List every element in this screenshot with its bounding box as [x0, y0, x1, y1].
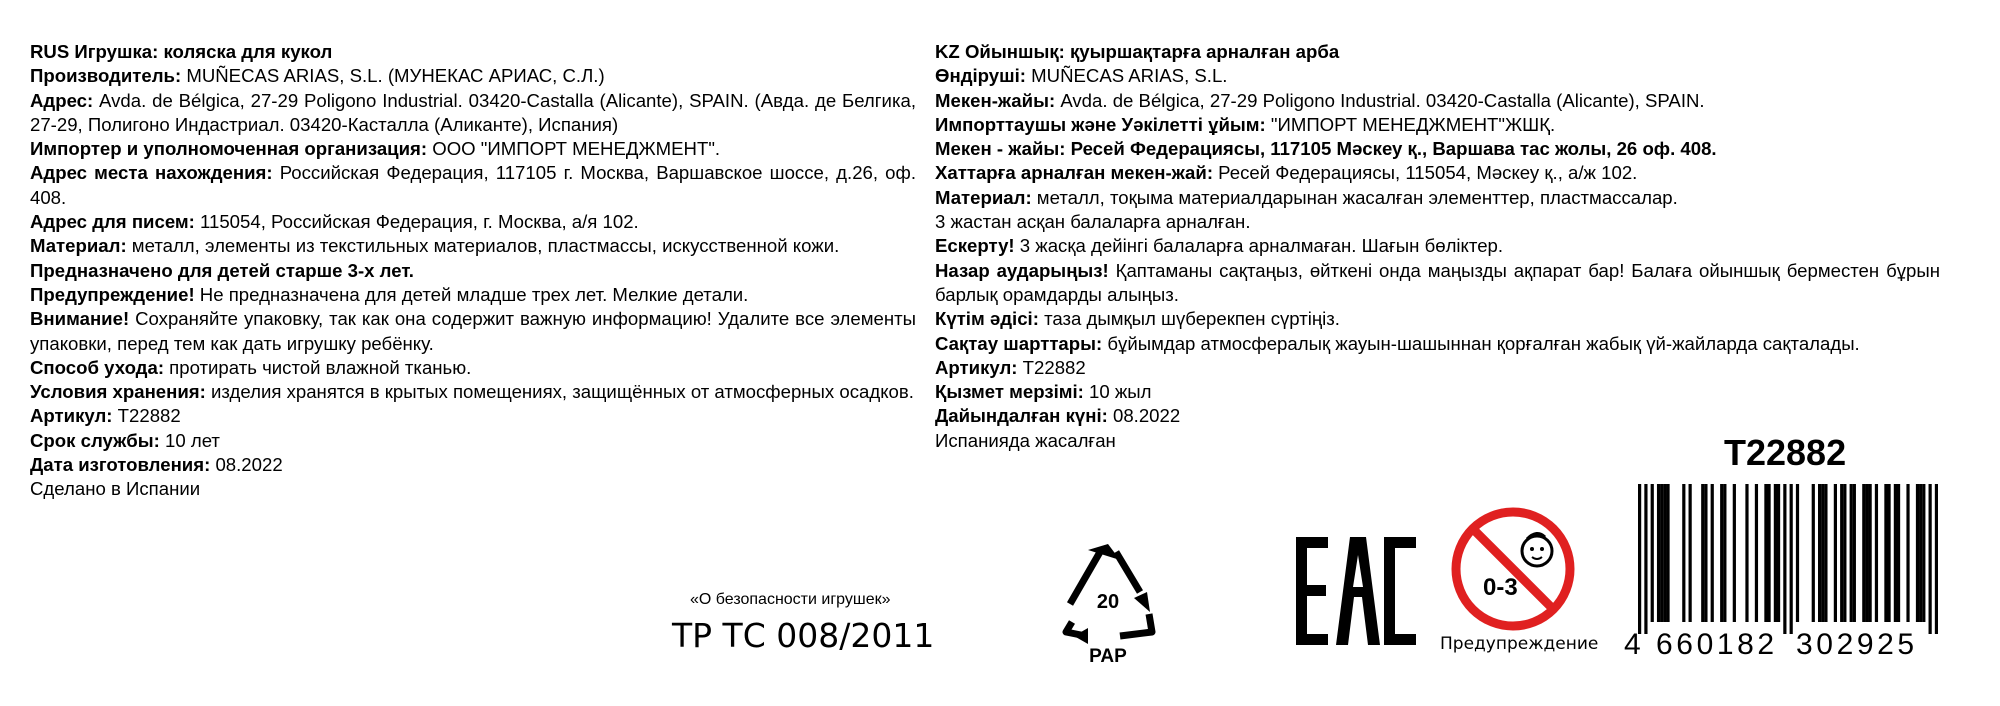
barcode-bar — [1935, 484, 1938, 634]
barcode-bar — [1916, 484, 1919, 622]
ru-address: Адрес: Avda. de Bélgica, 27-29 Poligono Industrial. 03420-Castalla (Alicante), SPAIN. (Авда. де Белгика, 27-29, Полигоно Индастриал. 03420-Касталла (Аликанте), Испания) — [30, 89, 916, 135]
ru-material: Материал: металл, элементы из текстильных материалов, пластмассы, искусственной кожи. — [30, 235, 840, 257]
ru-service-life: Срок службы: 10 лет — [30, 429, 220, 451]
barcode-bar — [1906, 484, 1909, 622]
kz-importer: Импорттаушы және Уәкілетті ұйым: "ИМПОРТ МЕНЕДЖМЕНТ"ЖШҚ. — [935, 113, 1556, 135]
kz-care: Күтім әдісі: таза дымқыл шүберекпен сүртіңіз. — [935, 308, 1340, 330]
barcode-bar — [1790, 484, 1793, 634]
barcode-digit-first: 4 — [1624, 628, 1645, 661]
barcode-bar — [1922, 484, 1925, 622]
age-range-text: 0-3 — [1483, 574, 1518, 601]
barcode-bar — [1824, 484, 1827, 622]
ru-attention: Внимание! Сохраняйте упаковку, так как она содержит важную информацию! Удалите все элементы упаковки, перед тем как дать игрушку ребёнку. — [30, 308, 916, 354]
barcode-digits-right: 302925 — [1796, 628, 1918, 661]
barcode-bar — [1711, 484, 1714, 622]
barcode-bar — [1689, 484, 1692, 622]
barcode-bar — [1651, 484, 1654, 622]
barcode-bar — [1783, 484, 1786, 634]
technical-regulation-caption: «О безопасности игрушек» — [690, 591, 891, 608]
barcode-bar — [1701, 484, 1704, 622]
ru-age: Предназначено для детей старше 3-х лет. — [30, 259, 414, 281]
kz-address: Мекен-жайы: Avda. de Bélgica, 27-29 Poligono Industrial. 03420-Castalla (Alicante), SPAIN. — [935, 89, 1705, 111]
no-children-under-3-icon — [1447, 505, 1582, 635]
ru-title: RUS Игрушка: коляска для кукол — [30, 41, 333, 62]
warning-icon-label: Предупреждение — [1440, 634, 1599, 654]
barcode-bar — [1663, 484, 1666, 622]
barcode-bar — [1644, 484, 1647, 634]
barcode-bar — [1853, 484, 1856, 622]
barcode-bar — [1897, 484, 1900, 622]
barcode-bar — [1887, 484, 1890, 622]
recycle-number: 20 — [1096, 591, 1120, 613]
kz-title: KZ Ойыншық: қуыршақтарға арналған арба — [935, 41, 1340, 62]
barcode-bar — [1875, 484, 1878, 622]
article-number-large: T22882 — [1724, 432, 1847, 473]
barcode-bar — [1777, 484, 1780, 622]
barcode-bar — [1755, 484, 1758, 622]
kz-article: Артикул: T22882 — [935, 356, 1086, 378]
barcode-bar — [1865, 484, 1868, 622]
barcode-bar — [1818, 484, 1821, 622]
barcode-digits-left: 660182 — [1656, 628, 1778, 661]
barcode-bar — [1884, 484, 1887, 622]
barcode-bar — [1862, 484, 1865, 622]
recycling-triangle-icon — [1050, 540, 1165, 665]
barcode-bar — [1666, 484, 1669, 622]
kz-manufacture-date: Дайындалған күні: 08.2022 — [935, 405, 1181, 427]
barcode-bar — [1796, 484, 1799, 622]
kazakh-label-column — [935, 40, 1940, 453]
ru-manufacturer: Производитель: MUÑECAS ARIAS, S.L. (МУНЕКАС АРИАС, С.Л.) — [30, 65, 605, 87]
barcode-bar — [1821, 484, 1824, 622]
barcode-bar — [1660, 484, 1663, 622]
technical-regulation-code: ТР ТС 008/2011 — [672, 616, 935, 655]
kz-made-in: Испанияда жасалған — [935, 429, 1116, 451]
barcode-bar — [1850, 484, 1853, 622]
kz-attention: Назар аударыңыз! Қаптаманы сақтаңыз, өйткені онда маңызды ақпарат бар! Балаға ойыншық берместен бұрын барлық орамдарды алыңыз. — [935, 259, 1940, 305]
barcode-bar — [1869, 484, 1872, 622]
eac-mark-icon — [1296, 537, 1416, 645]
ru-care: Способ ухода: протирать чистой влажной тканью. — [30, 356, 472, 378]
barcode-bar — [1894, 484, 1897, 622]
kz-location: Мекен - жайы: Ресей Федерациясы, 117105 Мәскеу қ., Варшава тас жолы, 26 оф. 408. — [935, 138, 1717, 160]
ru-made-in: Сделано в Испании — [30, 478, 201, 500]
barcode-bar — [1745, 484, 1748, 622]
ru-manufacture-date: Дата изготовления: 08.2022 — [30, 454, 283, 476]
kz-service-life: Қызмет мерзімі: 10 жыл — [935, 381, 1152, 403]
ru-warning: Предупреждение! Не предназначена для детей младше трех лет. Мелкие детали. — [30, 283, 749, 305]
kz-manufacturer: Өндіруші: MUÑECAS ARIAS, S.L. — [935, 65, 1228, 87]
barcode-bar — [1843, 484, 1846, 622]
ru-storage: Условия хранения: изделия хранятся в крытых помещениях, защищённых от атмосферных осадков. — [30, 381, 914, 403]
ru-importer: Импортер и уполномоченная организация: ООО "ИМПОРТ МЕНЕДЖМЕНТ". — [30, 138, 721, 160]
barcode-bar — [1767, 484, 1770, 622]
ru-location: Адрес места нахождения: Российская Федерация, 117105 г. Москва, Варшавское шоссе, д.26, оф. 408. — [30, 162, 916, 208]
barcode-bar — [1682, 484, 1685, 622]
kz-warning: Ескерту! 3 жасқа дейінгі балаларға арналмаған. Шағын бөліктер. — [935, 235, 1504, 257]
kz-storage: Сақтау шарттары: бұйымдар атмосфералық жауын-шашыннан қорғалған жабық үй-жайларда сақталады. — [935, 332, 1860, 354]
barcode-bar — [1774, 484, 1777, 622]
barcode-bar — [1733, 484, 1736, 622]
barcode-icon — [1638, 484, 1938, 634]
barcode-bar — [1764, 484, 1767, 622]
russian-label-column — [30, 40, 916, 502]
barcode-digits — [1624, 628, 1938, 664]
barcode-bar — [1929, 484, 1932, 634]
kz-age: 3 жастан асқан балаларға арналған. — [935, 211, 1251, 233]
ru-mail-address: Адрес для писем: 115054, Российская Федерация, г. Москва, а/я 102. — [30, 211, 639, 233]
kz-mail-address: Хаттарға арналған мекен-жай: Ресей Федерациясы, 115054, Мәскеу қ., а/ж 102. — [935, 162, 1638, 184]
barcode-bar — [1704, 484, 1707, 622]
barcode-bar — [1723, 484, 1726, 622]
ru-article: Артикул: T22882 — [30, 405, 181, 427]
kz-material: Материал: металл, тоқыма материалдарынан жасалған элементтер, пластмассалар. — [935, 186, 1678, 208]
barcode-bar — [1657, 484, 1660, 622]
barcode-bar — [1919, 484, 1922, 622]
recycle-material-code: PAP — [1089, 646, 1127, 665]
barcode-bar — [1834, 484, 1837, 622]
barcode-bar — [1812, 484, 1815, 622]
barcode-bar — [1720, 484, 1723, 622]
barcode-bar — [1638, 484, 1641, 634]
barcode-bar — [1840, 484, 1843, 622]
